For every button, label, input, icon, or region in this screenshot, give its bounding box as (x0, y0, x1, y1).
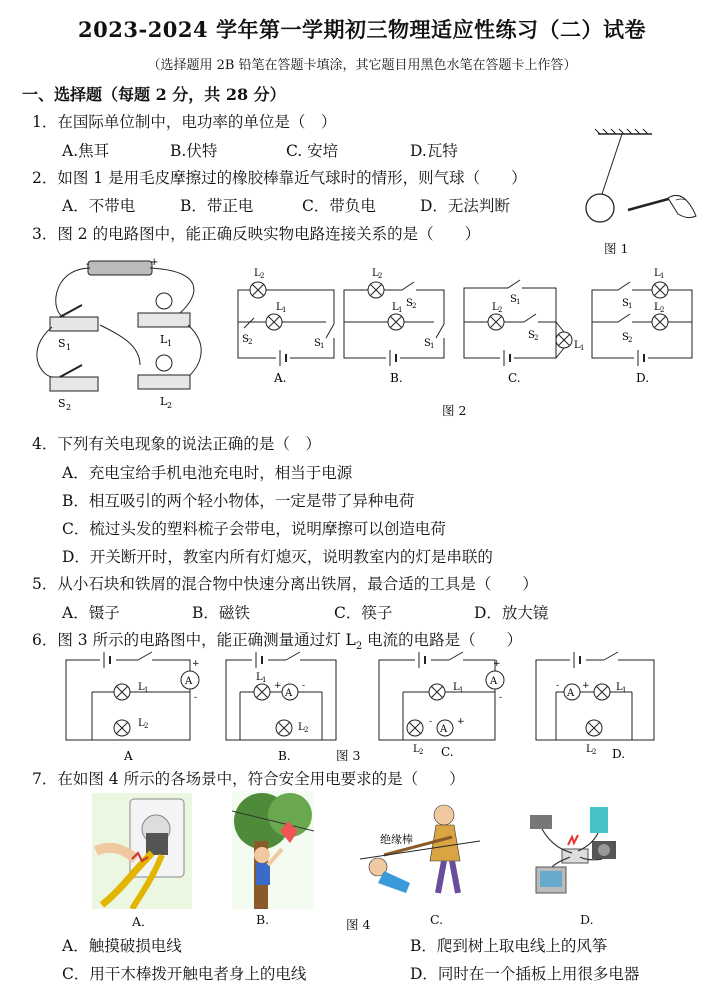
subscript: 2 (355, 641, 363, 653)
figure-4-label-a: A． (132, 914, 154, 929)
damaged-wire-icon (92, 793, 192, 909)
kite-tree-icon (232, 791, 314, 909)
svg-text:S: S (58, 397, 66, 410)
figure-2-caption: 图 2 (442, 403, 467, 418)
svg-text:+: + (582, 681, 590, 691)
svg-text:L: L (453, 682, 460, 693)
svg-text:-: - (194, 693, 198, 703)
svg-text:L: L (392, 302, 399, 313)
option-4a[interactable]: A．充电宝给手机电池充电时，相当于电源 (62, 464, 353, 482)
question-stem-end: 电流的电路是（ ） (362, 631, 523, 649)
svg-text:2: 2 (66, 403, 72, 412)
svg-text:+: + (493, 659, 501, 669)
section-heading: 一、选择题（每题 2 分，共 28 分） (22, 85, 286, 104)
svg-text:-: - (429, 717, 433, 727)
option-5a[interactable]: A．镊子 (62, 604, 120, 622)
question-number: 3． (32, 225, 58, 243)
svg-text:S: S (314, 338, 321, 349)
circuit-diagram-2b[interactable] (340, 262, 452, 385)
diagram-label-b: B. (278, 749, 291, 763)
svg-text:2: 2 (419, 748, 424, 756)
option-2a[interactable]: A．不带电 (62, 197, 136, 215)
exam-instructions: （选择题用 2B 铅笔在答题卡填涂，其它题目用黑色水笔在答题卡上作答） (147, 58, 577, 73)
exam-title: 2023-2024 学年第一学期初三物理适应性练习（二）试卷 (78, 17, 646, 42)
circuit-diagram-3a[interactable] (62, 648, 212, 763)
question-7 (32, 767, 465, 789)
figure-4-label-c: C. (430, 912, 444, 927)
question-number: 5． (32, 575, 58, 593)
svg-text:2: 2 (412, 302, 417, 310)
option-7d[interactable]: D．同时在一个插板上用很多电器 (410, 965, 640, 983)
svg-text:L: L (492, 302, 499, 313)
option-5d[interactable]: D．放大镜 (474, 604, 549, 622)
diagram-label-d: D. (612, 747, 626, 761)
svg-text:S: S (528, 330, 535, 341)
diagram-label-c: C. (441, 745, 454, 759)
option-2c[interactable]: C．带负电 (302, 197, 376, 215)
question-number: 7． (32, 770, 58, 788)
option-4d[interactable]: D．开关断开时，教室内所有灯熄灭，说明教室内的灯是串联的 (62, 548, 493, 566)
circuit-diagram-2d[interactable] (588, 262, 708, 385)
question-number: 2． (32, 169, 58, 187)
question-stem: 下列有关电现象的说法正确的是（ ） (57, 435, 321, 453)
svg-text:S: S (58, 337, 66, 350)
svg-text:L: L (654, 268, 661, 279)
option-7b[interactable]: B．爬到树上取电线上的风筝 (410, 937, 608, 955)
question-stem: 从小石块和铁屑的混合物中快速分离出铁屑，最合适的工具是（ ） (57, 575, 538, 593)
svg-text:A: A (567, 688, 575, 699)
svg-text:1: 1 (262, 676, 267, 684)
diagram-label-b: B. (390, 371, 403, 385)
svg-text:L: L (372, 268, 379, 279)
svg-text:1: 1 (628, 302, 633, 310)
svg-text:1: 1 (398, 306, 403, 314)
option-2b[interactable]: B．带正电 (180, 197, 254, 215)
svg-text:S: S (622, 332, 629, 343)
svg-text:2: 2 (144, 722, 149, 730)
svg-text:L: L (574, 340, 581, 351)
svg-text:L: L (256, 672, 263, 683)
svg-text:1: 1 (580, 344, 585, 352)
svg-text:L: L (586, 744, 593, 755)
svg-text:2: 2 (167, 401, 173, 410)
circuit-diagram-3d[interactable] (532, 648, 662, 761)
svg-text:1: 1 (430, 342, 435, 350)
svg-text:L: L (138, 718, 145, 729)
svg-text:S: S (406, 298, 413, 309)
svg-text:1: 1 (282, 306, 287, 314)
insulated-stick-label: 绝缘棒 (380, 833, 413, 846)
svg-text:L: L (276, 302, 283, 313)
svg-text:2: 2 (498, 306, 503, 314)
svg-text:L: L (138, 682, 145, 693)
svg-text:2: 2 (592, 748, 597, 756)
question-5 (32, 572, 538, 594)
question-stem: 在如图 4 所示的各场景中，符合安全用电要求的是（ ） (57, 770, 465, 788)
option-1a[interactable]: A.焦耳 (62, 142, 110, 160)
svg-text:A: A (490, 676, 498, 687)
svg-text:1: 1 (66, 343, 72, 352)
diagram-label-c: C. (508, 371, 521, 385)
svg-text:L: L (413, 744, 420, 755)
option-4b[interactable]: B．相互吸引的两个轻小物体，一定是带了异种电荷 (62, 492, 415, 510)
svg-text:-: - (499, 693, 503, 703)
svg-text:-: - (556, 681, 560, 691)
question-number: 6． (32, 631, 58, 649)
svg-text:A: A (185, 676, 193, 687)
circuit-diagram-2a[interactable] (232, 262, 342, 385)
svg-text:2: 2 (660, 306, 665, 314)
diagram-label-a: A (124, 749, 133, 763)
svg-text:-: - (302, 681, 306, 691)
svg-text:L: L (616, 682, 623, 693)
svg-text:2: 2 (260, 272, 265, 280)
svg-text:+: + (274, 681, 282, 691)
svg-text:+: + (457, 717, 465, 727)
option-4c[interactable]: C．梳过头发的塑料梳子会带电，说明摩擦可以创造电荷 (62, 520, 446, 538)
figure-4-label-d: D. (580, 912, 594, 927)
option-1b[interactable]: B.伏特 (170, 142, 218, 160)
question-1 (32, 110, 336, 132)
option-7c[interactable]: C．用干木棒拨开触电者身上的电线 (62, 965, 307, 983)
question-number: 4． (32, 435, 58, 453)
svg-text:S: S (424, 338, 431, 349)
svg-text:L: L (160, 333, 168, 346)
figure-1-caption: 图 1 (604, 241, 629, 256)
question-stem: 在国际单位制中，电功率的单位是（ ） (57, 113, 337, 131)
option-7a[interactable]: A．触摸破损电线 (62, 937, 182, 955)
pendulum-balloon-icon (580, 126, 710, 236)
svg-text:A: A (440, 724, 448, 735)
question-stem: 图 3 所示的电路图中，能正确测量通过灯 L (57, 631, 356, 649)
figure-4-caption: 图 4 (346, 917, 371, 932)
overloaded-socket-icon (522, 801, 622, 909)
diagram-label-a: A. (274, 371, 287, 385)
option-1d[interactable]: D.瓦特 (410, 142, 458, 160)
svg-text:2: 2 (378, 272, 383, 280)
svg-text:+: + (192, 659, 200, 669)
question-stem: 如图 1 是用毛皮摩擦过的橡胶棒靠近气球时的情形，则气球（ ） (57, 169, 527, 187)
figure-3-caption: 图 3 (336, 748, 361, 763)
svg-text:S: S (242, 334, 249, 345)
option-1c[interactable]: C. 安培 (286, 142, 339, 160)
svg-text:S: S (622, 298, 629, 309)
option-2d[interactable]: D．无法判断 (420, 197, 510, 215)
question-stem: 图 2 的电路图中，能正确反映实物电路连接关系的是（ ） (57, 225, 481, 243)
svg-text:2: 2 (248, 338, 253, 346)
svg-text:A: A (285, 688, 293, 699)
figure-4-label-b: B. (256, 912, 270, 927)
svg-text:L: L (254, 268, 261, 279)
svg-text:1: 1 (660, 272, 665, 280)
option-5c[interactable]: C．筷子 (334, 604, 393, 622)
svg-text:L: L (298, 722, 305, 733)
question-number: 1． (32, 113, 58, 131)
svg-text:1: 1 (167, 339, 173, 348)
svg-text:L: L (160, 395, 168, 408)
svg-text:2: 2 (628, 336, 633, 344)
diagram-label-d: D. (636, 371, 650, 385)
circuit-board-icon (30, 255, 220, 415)
circuit-diagram-2c[interactable] (460, 262, 590, 385)
question-4 (32, 432, 321, 454)
svg-text:1: 1 (320, 342, 325, 350)
svg-text:-: - (86, 259, 90, 270)
option-5b[interactable]: B．磁铁 (192, 604, 250, 622)
svg-text:L: L (654, 302, 661, 313)
circuit-diagram-3b[interactable] (222, 648, 342, 763)
svg-text:1: 1 (622, 686, 627, 694)
question-3 (32, 222, 480, 244)
svg-text:+: + (150, 257, 159, 268)
question-2 (32, 166, 527, 188)
svg-text:2: 2 (534, 334, 539, 342)
svg-text:1: 1 (144, 686, 149, 694)
svg-text:1: 1 (516, 298, 521, 306)
svg-text:1: 1 (459, 686, 464, 694)
svg-text:2: 2 (304, 726, 309, 734)
insulated-stick-icon (360, 797, 480, 909)
svg-text:S: S (510, 294, 517, 305)
circuit-diagram-3c[interactable] (375, 648, 505, 758)
